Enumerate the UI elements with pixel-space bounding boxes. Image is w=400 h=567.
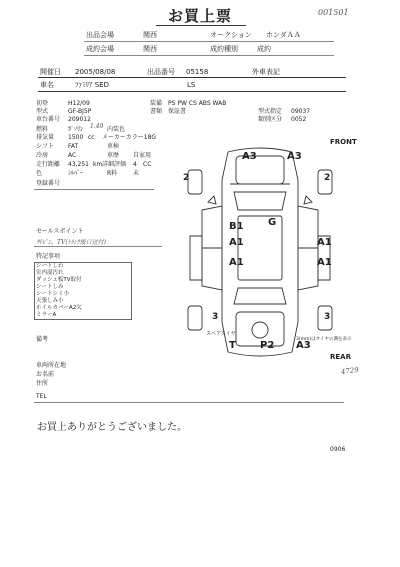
lot-number-label: 出品番号 bbox=[147, 68, 175, 76]
grade-front-right: A3 bbox=[287, 151, 302, 162]
lot-number-value: 05158 bbox=[186, 68, 209, 76]
grade-roof: G bbox=[268, 217, 277, 228]
handwritten-note: 1.49 bbox=[90, 123, 104, 130]
maker-color: メーカーカラー18G bbox=[102, 134, 157, 141]
spare-tire-label: スペアタイヤ bbox=[206, 331, 236, 337]
rear-label: REAR bbox=[330, 353, 351, 361]
tel-label: TEL bbox=[36, 393, 47, 400]
form-code: 0906 bbox=[330, 446, 346, 453]
grade-value: LS bbox=[187, 81, 196, 89]
auction-value: ホンダＡＡ bbox=[266, 31, 301, 39]
spec-label: 排気量 bbox=[36, 134, 55, 141]
venue-value: 関西 bbox=[143, 31, 157, 39]
auction-label: オークション bbox=[210, 31, 252, 39]
name-label: お名前 bbox=[36, 371, 55, 378]
type-designation-value: 09037 bbox=[291, 108, 311, 115]
grade-left-a: A1 bbox=[229, 237, 244, 248]
category-value: 0052 bbox=[291, 116, 307, 123]
exterior-label: 外車表記 bbox=[252, 68, 280, 76]
detail-grade-value: 4 bbox=[133, 161, 137, 168]
thanks-message: お買上ありがとうございました。 bbox=[37, 422, 187, 433]
stamp-number: 001501 bbox=[318, 8, 349, 17]
tread-note: 3(mm)はタイヤの溝を表示 bbox=[296, 337, 352, 342]
info-divider bbox=[38, 91, 346, 92]
special-note-item: シートしみ bbox=[36, 284, 64, 290]
spec-value: 1500 bbox=[68, 134, 84, 141]
grade-front-left: A3 bbox=[242, 151, 257, 162]
spec-value: 209012 bbox=[68, 116, 91, 123]
interior-color-label: 内装色 bbox=[107, 126, 126, 133]
front-label: FRONT bbox=[330, 138, 357, 146]
spec-value: GF-BJ5P bbox=[68, 108, 92, 115]
spec-label: 走行距離 bbox=[36, 161, 61, 168]
documents-value: 保証書 bbox=[168, 108, 187, 115]
tire-rear-left: 3 bbox=[212, 312, 219, 322]
detail-grade-extra: CC bbox=[143, 161, 152, 168]
spec-label: 冷房 bbox=[36, 152, 49, 159]
category-label: 類別区分 bbox=[258, 116, 283, 123]
recycle-label: R料 bbox=[107, 170, 118, 177]
handwritten-scribble: 4729 bbox=[340, 365, 360, 377]
grade-rear-left: P2 bbox=[260, 340, 275, 351]
spec-label: 色 bbox=[36, 170, 43, 177]
history-value: 自家用 bbox=[133, 152, 152, 159]
grade-right-front: A1 bbox=[317, 237, 332, 248]
history-label: 車歴 bbox=[107, 152, 120, 159]
spec-value: ｶﾞｿﾘﾝ bbox=[68, 126, 84, 133]
model-label: 車名 bbox=[40, 81, 54, 89]
spec-label: 初登 bbox=[36, 100, 49, 107]
spec-unit: cc bbox=[88, 134, 95, 141]
contract-venue-value: 関西 bbox=[143, 45, 157, 53]
page-title: お買上票 bbox=[168, 7, 233, 25]
special-note-item: シートしわ bbox=[36, 263, 64, 269]
equipment-value: PS PW CS ABS WAB bbox=[168, 100, 227, 107]
title-underline bbox=[156, 25, 246, 26]
contract-type-label: 成約種別 bbox=[210, 45, 238, 53]
type-designation-label: 型式指定 bbox=[258, 108, 283, 115]
special-note-item: ダッシュ板TV取付 bbox=[36, 277, 82, 283]
held-date-label: 開催日 bbox=[40, 68, 61, 76]
special-note-item: シートシミ小 bbox=[36, 291, 70, 297]
spec-value: H12/09 bbox=[68, 100, 90, 107]
venue-label: 出品会場 bbox=[86, 31, 114, 39]
spec-value: AC bbox=[68, 152, 77, 159]
info-divider bbox=[38, 77, 346, 78]
spec-label: 燃料 bbox=[36, 126, 49, 133]
vehicle-location-label: 車両所在地 bbox=[36, 362, 67, 369]
spec-label: 型式 bbox=[36, 108, 49, 115]
spec-divider bbox=[34, 189, 154, 190]
recycle-value: 未 bbox=[133, 170, 140, 177]
special-note-item: ホイルカバーA2欠 bbox=[36, 305, 82, 311]
model-value: ﾌｧﾐﾘｱ SED bbox=[75, 81, 109, 89]
spec-label: シフト bbox=[36, 143, 55, 150]
car-diagram bbox=[180, 140, 340, 365]
contract-type-value: 成約 bbox=[257, 45, 271, 53]
sales-divider bbox=[34, 246, 162, 247]
special-note-item: 室内湿汚れ bbox=[36, 270, 64, 276]
tire-front-left: 2 bbox=[183, 173, 190, 183]
sales-point-label: セールスポイント bbox=[36, 228, 84, 235]
equipment-label: 装備 bbox=[150, 100, 163, 107]
header-divider bbox=[84, 55, 334, 56]
tire-front-right: 2 bbox=[324, 173, 331, 183]
spec-value: FAT bbox=[68, 143, 79, 150]
contract-venue-label: 成約会場 bbox=[86, 45, 114, 53]
documents-label: 書類 bbox=[150, 108, 163, 115]
inspection-label: 車検 bbox=[107, 143, 120, 150]
sales-point-text: 外ﾋﾟﾝ、TV(ﾄﾗﾝｸ後日送付) bbox=[36, 239, 107, 246]
tire-rear-right: 3 bbox=[324, 312, 331, 322]
spec-value: ｼﾙﾊﾞｰ bbox=[68, 170, 84, 177]
special-note-item: 天張しみ小 bbox=[36, 298, 64, 304]
grade-left-rear: A1 bbox=[229, 257, 244, 268]
remarks-label: 備考 bbox=[36, 336, 49, 343]
spec-unit: km bbox=[93, 161, 103, 168]
special-notes-label: 特記事項 bbox=[36, 253, 61, 260]
address-divider bbox=[34, 402, 344, 403]
grade-rear-right: A3 bbox=[296, 340, 311, 351]
t-mark: T bbox=[229, 340, 236, 351]
header-divider bbox=[84, 41, 334, 42]
address-label: 住所 bbox=[36, 380, 49, 387]
special-note-item: ミラーA bbox=[36, 312, 57, 318]
held-date-value: 2005/08/08 bbox=[75, 68, 116, 76]
spec-label: 登録番号 bbox=[36, 180, 61, 187]
detail-grade-label: 詳細評価 bbox=[102, 161, 127, 168]
grade-left-front-door: B1 bbox=[229, 221, 244, 232]
spec-label: 車台番号 bbox=[36, 116, 61, 123]
spec-value: 43,251 bbox=[68, 161, 89, 168]
grade-right-rear: A1 bbox=[317, 257, 332, 268]
